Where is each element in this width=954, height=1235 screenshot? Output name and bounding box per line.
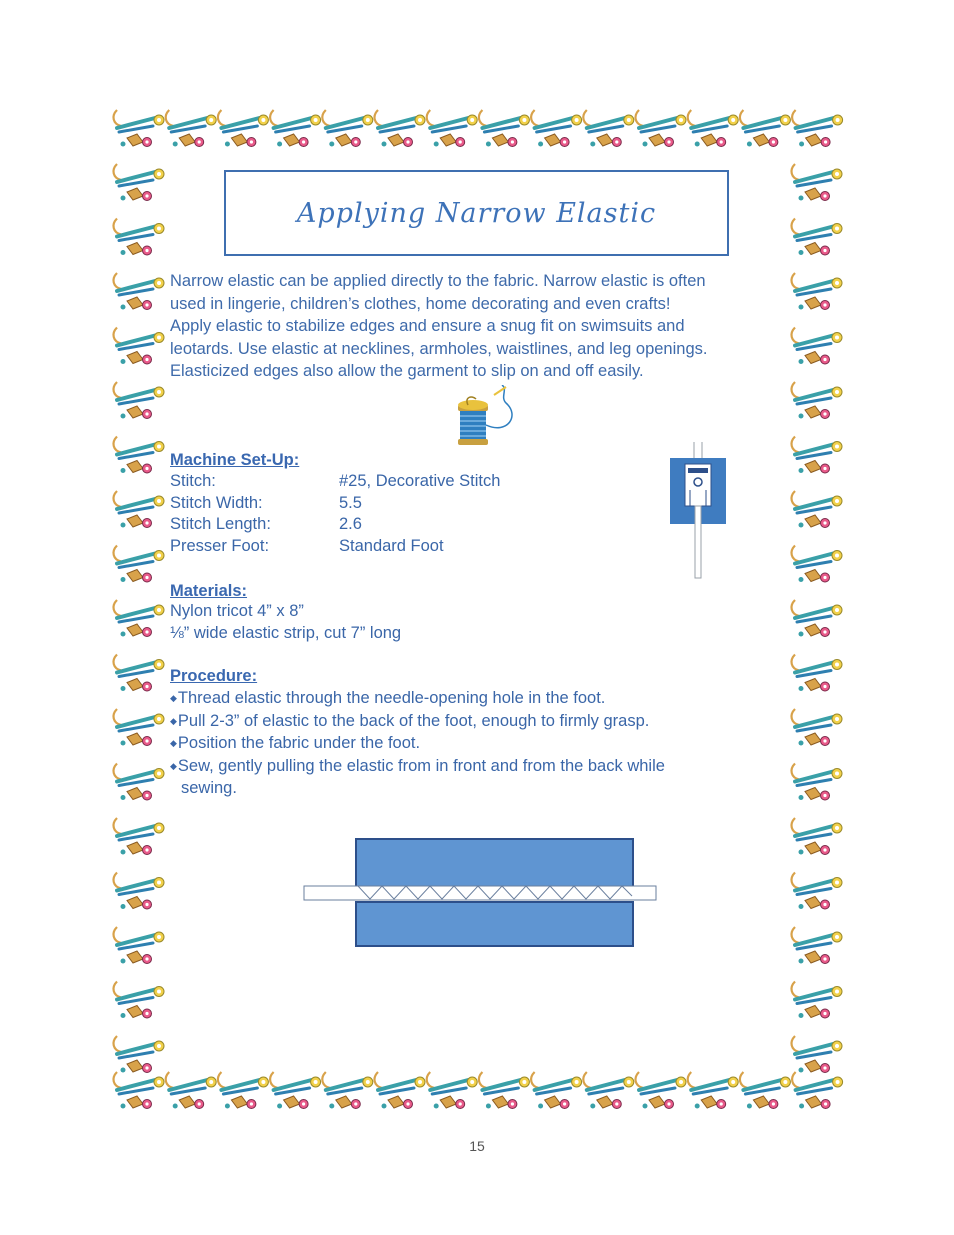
setting-row <box>170 514 500 536</box>
scissors-spool-icon <box>792 709 842 746</box>
procedure-step-continued: sewing. <box>181 779 237 797</box>
procedure-heading: Procedure: <box>170 667 258 685</box>
scissors-spool-icon <box>114 219 164 256</box>
scissors-spool-icon <box>322 110 372 147</box>
materials-heading: Materials: <box>170 582 248 600</box>
scissors-spool-icon <box>114 655 164 692</box>
intro-line: leotards. Use elastic at necklines, armholes, waistlines, and leg openings. <box>170 339 708 358</box>
setting-row <box>170 493 500 515</box>
setting-row <box>170 471 500 493</box>
procedure-list <box>170 687 665 800</box>
setting-value: 2.6 <box>339 515 362 534</box>
scissors-spool-icon <box>166 110 216 147</box>
scissors-spool-icon <box>114 709 164 746</box>
scissors-spool-icon <box>792 927 842 964</box>
scissors-spool-icon <box>375 110 425 147</box>
procedure-step <box>170 732 665 755</box>
scissors-spool-icon <box>688 1072 738 1109</box>
scissors-spool-icon <box>740 110 790 147</box>
scissors-spool-icon <box>792 164 842 201</box>
scissors-spool-icon <box>792 1036 842 1073</box>
thread-spool-icon <box>448 385 520 460</box>
intro-paragraph <box>170 270 790 383</box>
scissors-spool-icon <box>792 491 842 528</box>
scissors-spool-icon <box>792 219 842 256</box>
bullet-icon: ◆ <box>170 760 177 771</box>
scissors-spool-icon <box>531 1072 581 1109</box>
scissors-spool-icon <box>270 110 320 147</box>
setting-value: 5.5 <box>339 493 362 512</box>
scissors-spool-icon <box>583 1072 633 1109</box>
material-item: ⅛” wide elastic strip, cut 7” long <box>170 623 402 642</box>
scissors-spool-icon <box>427 1072 477 1109</box>
setting-label: Presser Foot: <box>170 537 270 556</box>
title-box <box>224 170 729 256</box>
scissors-spool-icon <box>114 1036 164 1073</box>
scissors-spool-icon <box>636 110 686 147</box>
scissors-spool-icon <box>270 1072 320 1109</box>
intro-line: used in lingerie, children’s clothes, home decorating and even crafts! <box>170 294 671 313</box>
intro-line: Narrow elastic can be applied directly to the fabric. Narrow elastic is often <box>170 272 706 290</box>
setting-value: Standard Foot <box>339 537 444 556</box>
step-text: Thread elastic through the needle-opening hole in the foot. <box>177 689 606 707</box>
bullet-icon: ◆ <box>170 715 177 726</box>
scissors-spool-icon <box>114 546 164 583</box>
step-text: Position the fabric under the foot. <box>177 734 421 752</box>
scissors-spool-icon <box>792 655 842 692</box>
scissors-spool-icon <box>114 382 164 419</box>
setting-label: Stitch Length: <box>170 515 271 534</box>
scissors-spool-icon <box>375 1072 425 1109</box>
scissors-spool-icon <box>114 982 164 1019</box>
scissors-spool-icon <box>114 437 164 474</box>
scissors-spool-icon <box>792 382 842 419</box>
scissors-spool-icon <box>531 110 581 147</box>
scissors-spool-icon <box>792 818 842 855</box>
scissors-spool-icon <box>114 110 164 147</box>
bullet-icon: ◆ <box>170 738 177 748</box>
scissors-spool-icon <box>792 873 842 910</box>
scissors-spool-icon <box>114 1072 164 1109</box>
elastic-stitch-diagram <box>300 836 660 952</box>
scissors-spool-icon <box>114 600 164 637</box>
scissors-spool-icon <box>479 110 529 147</box>
setting-label: Stitch Width: <box>170 493 263 512</box>
scissors-spool-icon <box>322 1072 372 1109</box>
material-item: Nylon tricot 4” x 8” <box>170 602 304 620</box>
presser-foot-icon <box>668 440 728 580</box>
bullet-icon: ◆ <box>170 693 177 703</box>
scissors-spool-icon <box>792 110 842 147</box>
page-title: Applying Narrow Elastic <box>296 197 657 229</box>
scissors-spool-icon <box>792 1072 842 1109</box>
step-text: Pull 2-3” of elastic to the back of the foot, enough to firmly grasp. <box>177 711 650 730</box>
scissors-spool-icon <box>114 818 164 855</box>
scissors-spool-icon <box>166 1072 216 1109</box>
scissors-spool-icon <box>792 600 842 637</box>
setting-label: Stitch: <box>170 472 216 490</box>
setting-value: #25, Decorative Stitch <box>339 472 501 490</box>
scissors-spool-icon <box>218 110 268 147</box>
machine-settings <box>170 471 500 558</box>
scissors-spool-icon <box>114 491 164 528</box>
scissors-spool-icon <box>792 328 842 365</box>
procedure-step <box>170 710 665 733</box>
machine-setup-heading: Machine Set-Up: <box>170 451 300 469</box>
scissors-spool-icon <box>114 328 164 365</box>
materials-list <box>170 601 401 644</box>
scissors-spool-icon <box>114 927 164 964</box>
scissors-spool-icon <box>583 110 633 147</box>
page-number: 15 <box>469 1138 485 1154</box>
scissors-spool-icon <box>792 764 842 801</box>
scissors-spool-icon <box>114 273 164 310</box>
procedure-step <box>170 755 665 778</box>
scissors-spool-icon <box>114 164 164 201</box>
scissors-spool-icon <box>218 1072 268 1109</box>
scissors-spool-icon <box>479 1072 529 1109</box>
scissors-spool-icon <box>792 546 842 583</box>
scissors-spool-icon <box>688 110 738 147</box>
step-text: Sew, gently pulling the elastic from in front and from the back while <box>177 756 665 775</box>
scissors-spool-icon <box>427 110 477 147</box>
scissors-spool-icon <box>636 1072 686 1109</box>
setting-row <box>170 536 500 558</box>
scissors-spool-icon <box>740 1072 790 1109</box>
intro-line: Elasticized edges also allow the garment to slip on and off easily. <box>170 362 644 380</box>
scissors-spool-icon <box>114 764 164 801</box>
procedure-step <box>170 687 665 710</box>
intro-line: Apply elastic to stabilize edges and ensure a snug fit on swimsuits and <box>170 317 685 335</box>
scissors-spool-icon <box>792 982 842 1019</box>
scissors-spool-icon <box>792 437 842 474</box>
scissors-spool-icon <box>792 273 842 310</box>
scissors-spool-icon <box>114 873 164 910</box>
